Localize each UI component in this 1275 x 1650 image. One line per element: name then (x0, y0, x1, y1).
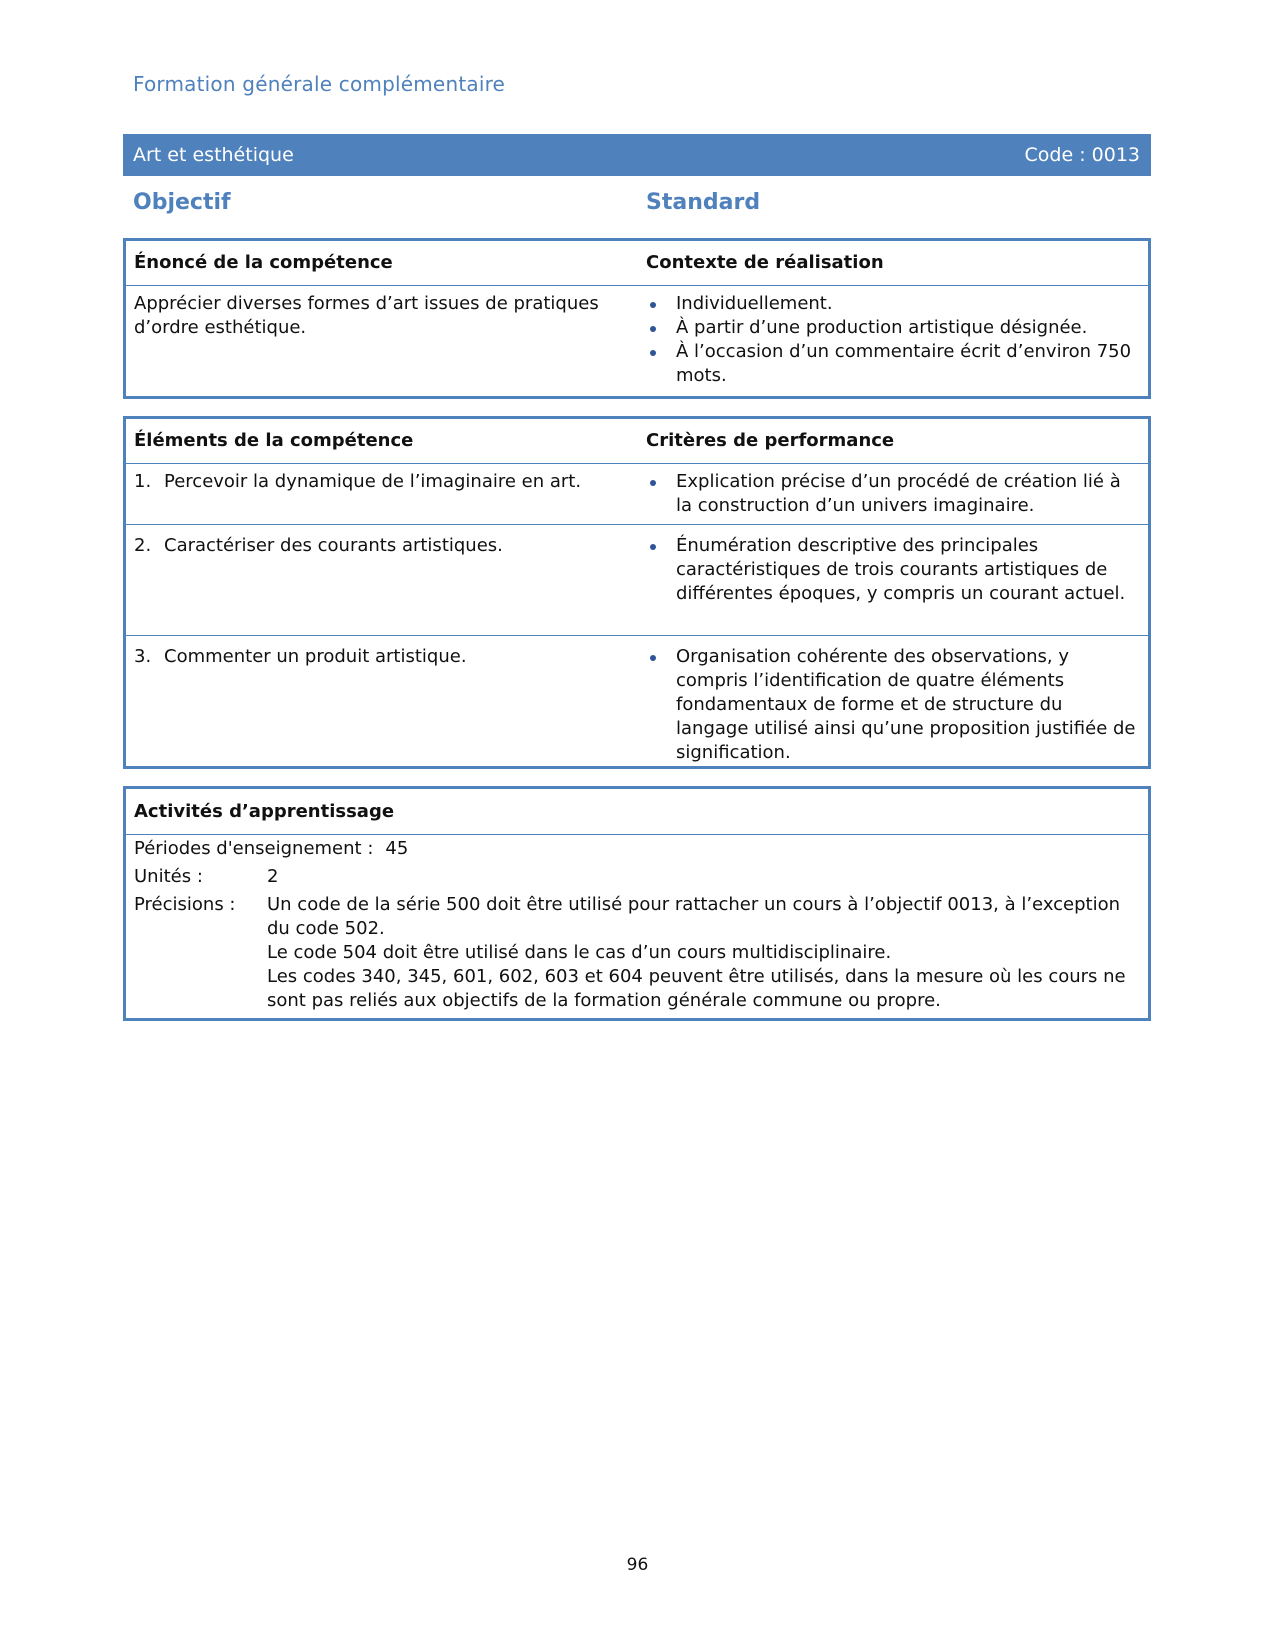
enonce-header-row (126, 241, 1148, 285)
contexte-header: Contexte de réalisation (646, 252, 884, 273)
activites-header-row (126, 789, 1148, 834)
element-number: 3. (134, 646, 152, 667)
contexte-item: À partir d’une production artistique désignée. (646, 316, 1138, 340)
critere-item: Explication précise d’un procédé de création lié à la construction d’un univers imaginaire. (646, 470, 1138, 518)
critere-item: Organisation cohérente des observations, y compris l’identification de quatre éléments fondamentaux de forme et de structure du langage utilisé ainsi qu’une proposition justifiée de signification. (646, 645, 1138, 765)
precision-text: Un code de la série 500 doit être utilisé pour rattacher un cours à l’objectif 0013, à l’exception du code 502. (267, 894, 1121, 939)
contexte-item: Individuellement. (646, 292, 1138, 316)
precisions-label: Précisions : (134, 894, 236, 915)
element-number: 1. (134, 471, 152, 492)
course-code: Code : 0013 (1024, 144, 1140, 166)
activites-body (126, 834, 1148, 1025)
enonce-body-row (126, 285, 1148, 388)
contexte-list (646, 292, 1138, 388)
unites-line (134, 865, 1138, 889)
course-name: Art et esthétique (133, 144, 294, 166)
element-number: 2. (134, 535, 152, 556)
course-header-bar (123, 134, 1151, 176)
element-text: Commenter un produit artistique. (164, 646, 467, 667)
section-objectif: Objectif (133, 190, 231, 215)
enonce-table (123, 238, 1151, 399)
element-text: Caractériser des courants artistiques. (164, 535, 503, 556)
unites-value: 2 (267, 866, 279, 887)
table-row (126, 524, 1148, 635)
periodes-line (134, 837, 1138, 861)
contexte-item: À l’occasion d’un commentaire écrit d’environ 750 mots. (646, 340, 1138, 388)
activites-header: Activités d’apprentissage (134, 800, 395, 822)
elements-header-row (126, 419, 1148, 463)
criteres-header: Critères de performance (646, 430, 895, 451)
periodes-label: Périodes d'enseignement : (134, 838, 374, 859)
criteres-list (646, 470, 1138, 518)
criteres-list (646, 534, 1138, 606)
table-row (126, 463, 1148, 524)
activites-table (123, 786, 1151, 1021)
section-standard: Standard (646, 190, 761, 215)
criteres-list (646, 645, 1138, 765)
page-number: 96 (626, 1555, 649, 1575)
elements-header: Éléments de la compétence (134, 430, 414, 451)
precisions-line (134, 893, 1138, 1013)
periodes-value: 45 (385, 838, 409, 859)
table-row (126, 635, 1148, 765)
critere-item: Énumération descriptive des principales caractéristiques de trois courants artistiques de différentes époques, y compris un courant actuel. (646, 534, 1138, 606)
precision-text: Le code 504 doit être utilisé dans le cas d’un cours multidisciplinaire. (267, 942, 892, 963)
elements-table (123, 416, 1151, 769)
enonce-text: Apprécier diverses formes d’art issues de pratiques d’ordre esthétique. (134, 293, 599, 338)
enonce-header: Énoncé de la compétence (134, 252, 393, 273)
document-title: Formation générale complémentaire (133, 72, 506, 96)
precision-text: Les codes 340, 345, 601, 602, 603 et 604 peuvent être utilisés, dans la mesure où les cours ne sont pas reliés aux objectifs de la formation générale commune ou propre. (267, 966, 1126, 1011)
element-text: Percevoir la dynamique de l’imaginaire en art. (164, 471, 582, 492)
unites-label: Unités : (134, 866, 203, 887)
